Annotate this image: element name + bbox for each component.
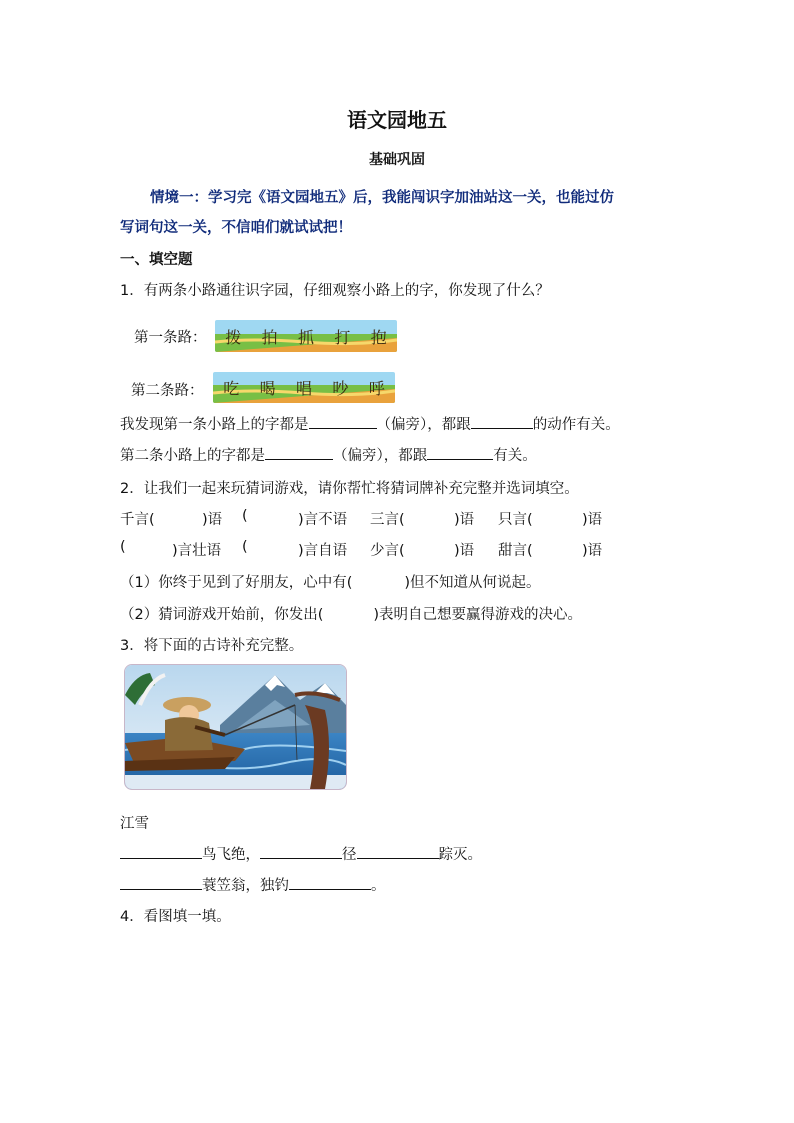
blank[interactable] <box>120 875 202 890</box>
road1-char: 抱 <box>370 327 387 347</box>
blank[interactable] <box>427 445 493 460</box>
road2-label: 第二条路： <box>131 383 204 399</box>
blank[interactable] <box>260 844 342 859</box>
road1-label: 第一条路： <box>134 330 207 346</box>
q2-sentence-1: （1）你终于见到了好朋友，心中有( )但不知道从何说起。 <box>120 575 541 591</box>
q2-prompt: 2．让我们一起来玩猜词游戏，请你帮忙将猜词牌补充完整并选词填空。 <box>120 481 579 497</box>
q1-prompt: 1．有两条小路通往识字园，仔细观察小路上的字，你发现了什么？ <box>120 283 550 299</box>
road2-chars <box>213 372 395 403</box>
road1-char: 拍 <box>261 327 278 347</box>
q4-prompt: 4．看图填一填。 <box>120 909 231 925</box>
road2-char: 喝 <box>259 379 276 398</box>
q2-sentence-2: （2）猜词游戏开始前，你发出( )表明自己想要赢得游戏的决心。 <box>120 607 583 623</box>
section-subtitle: 基础巩固 <box>369 152 425 168</box>
blank[interactable] <box>120 844 202 859</box>
q1-answer-line-2: 第二条小路上的字都是 （偏旁），都跟 有关。 <box>120 444 537 465</box>
road1-char: 打 <box>334 327 351 347</box>
context-line-2: 写词句这一关，不信咱们就试试把！ <box>120 220 352 236</box>
road1-char: 拨 <box>225 327 242 347</box>
road2-char: 吃 <box>223 379 240 398</box>
blank[interactable] <box>309 414 377 429</box>
q1-answer-line-1: 我发现第一条小路上的字都是 （偏旁），都跟 的动作有关。 <box>120 413 620 434</box>
poem-line-1: 鸟飞绝， 径 踪灭。 <box>120 843 482 864</box>
road2-char: 呼 <box>368 379 385 398</box>
context-line-1: 情境一：学习完《语文园地五》后，我能闯识字加油站这一关，也能过仿 <box>150 190 614 206</box>
section-heading: 一、填空题 <box>120 252 193 268</box>
q3-prompt: 3．将下面的古诗补充完整。 <box>120 638 304 654</box>
road2-char: 唱 <box>295 379 312 398</box>
road2-image <box>213 372 395 403</box>
road1-char: 抓 <box>297 327 314 347</box>
poem-line-2: 蓑笠翁，独钓 。 <box>120 874 386 895</box>
fisherman-illustration <box>124 664 347 790</box>
blank[interactable] <box>289 875 371 890</box>
road2-char: 吵 <box>332 379 349 398</box>
blank[interactable] <box>471 414 533 429</box>
road1-image <box>215 320 397 352</box>
page-title: 语文园地五 <box>347 108 447 132</box>
blank[interactable] <box>265 445 333 460</box>
road1-chars <box>215 320 397 352</box>
blank[interactable] <box>357 844 439 859</box>
poem-title: 江雪 <box>120 816 149 832</box>
